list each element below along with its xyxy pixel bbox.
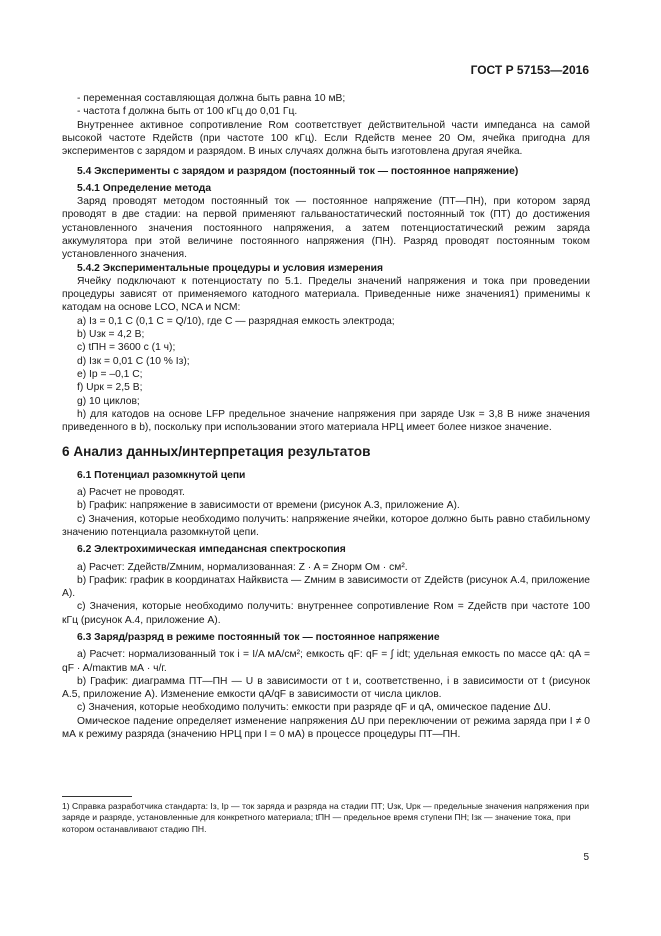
item-6-2-b: b) График: график в координатах Найквиста — Zмним в зависимости от Zдейств (рисунок А.4, приложение А). bbox=[62, 574, 590, 600]
paragraph-resistance: Внутреннее активное сопротивление Rом соответствует действительной части импеданса на самой высокой частоте Rдейств (при частоте 100 кГц). Если Rдейств менее 20 Ом, ячейка пригодна для экспериментов с зарядом и разрядом. В иных случаях должна быть изготовлена другая ячейка. bbox=[62, 119, 590, 158]
heading-6-1: 6.1 Потенциал разомкнутой цепи bbox=[77, 469, 246, 481]
list-item-d: d) Iзк = 0,01 C (10 % Iз); bbox=[77, 355, 190, 367]
item-6-2-a: a) Расчет: Zдейств/Zмним, нормализованная: Z · A = Zнорм Ом · см². bbox=[77, 561, 408, 573]
line-frequency: - частота f должна быть от 100 кГц до 0,01 Гц. bbox=[77, 106, 298, 118]
list-item-g: g) 10 циклов; bbox=[77, 395, 140, 407]
item-6-1-c: c) Значения, которые необходимо получить: напряжение ячейки, которое должно быть равно стабильному значению потенциала разомкнутой цепи. bbox=[62, 513, 590, 538]
paragraph-ohmic-drop: Омическое падение определяет изменение напряжения ΔU при переключении от режима заряда при I ≠ 0 мА к режиму разряда (значению НРЦ при I = 0 мА) в процессе процедуры ПТ—ПН. bbox=[62, 715, 590, 741]
line-voltage: - переменная составляющая должна быть равна 10 мВ; bbox=[77, 93, 346, 104]
heading-5-4-1: 5.4.1 Определение метода bbox=[77, 182, 212, 194]
page-number: 5 bbox=[583, 852, 589, 863]
footnote: 1) Справка разработчика стандарта: Iз, Iр — ток заряда и разряда на стадии ПТ; Uзк, Uрк — предельные значения напряжения при заряде и разряде, установленные для конкретного материала; tПН — предельное время ступени ПН; Iзк — значение тока, при котором останавливают стадию ПН. bbox=[62, 801, 590, 834]
list-item-b: b) Uзк = 4,2 В; bbox=[77, 329, 145, 341]
paragraph-procedure: Ячейку подключают к потенциостату по 5.1. Пределы значений напряжения и тока при проведении процедуры зависят от применяемого катодного материала. Приведенные ниже значения1) применимы к катодам на основе LCO, NCA и NCM: bbox=[62, 275, 590, 314]
list-item-c: c) tПН = 3600 с (1 ч); bbox=[77, 342, 176, 354]
document-header: ГОСТ Р 57153—2016 bbox=[470, 63, 589, 77]
footnote-divider bbox=[62, 796, 132, 797]
item-6-2-c: c) Значения, которые необходимо получить: внутреннее сопротивление Rом = Zдейств при частоте 100 кГц (рисунок А.4, приложение А). bbox=[62, 601, 590, 626]
item-6-3-b: b) График: диаграмма ПТ—ПН — U в зависимости от t и, соответственно, i в зависимости от t (рисунок А.5, приложение А). Изменение емкости qA/qF в зависимости от числа циклов. bbox=[62, 675, 590, 701]
paragraph-method: Заряд проводят методом постоянный ток — постоянное напряжение (ПТ—ПН), при котором заряд проводят в две стадии: на первой применяют гальваностатический постоянный ток (ПТ) до достижения установленного значения постоянного напряжения, а затем потенциостатический режим заряда аккумулятора при этой величине постоянного напряжения (ПН). Разряд проводят постоянным током установленного значения. bbox=[62, 196, 590, 261]
heading-6-2: 6.2 Электрохимическая импедансная спектроскопия bbox=[77, 544, 346, 556]
heading-6: 6 Анализ данных/интерпретация результатов bbox=[62, 444, 371, 460]
heading-5-4-2: 5.4.2 Экспериментальные процедуры и условия измерения bbox=[77, 262, 383, 274]
item-6-3-c: c) Значения, которые необходимо получить: емкости при разряде qF и qA, омическое падение ΔU. bbox=[77, 702, 551, 714]
item-6-1-b: b) График: напряжение в зависимости от времени (рисунок А.3, приложение А). bbox=[77, 500, 460, 512]
list-item-f: f) Uрк = 2,5 В; bbox=[77, 382, 143, 394]
list-item-a: a) Iз = 0,1 C (0,1 C = Q/10), где C — разрядная емкость электрода; bbox=[77, 315, 395, 327]
list-item-e: e) Iр = –0,1 C; bbox=[77, 368, 143, 380]
page-body bbox=[62, 92, 590, 741]
item-6-3-a: a) Расчет: нормализованный ток i = I/A мА/см²; емкость qF: qF = ∫ idt; удельная емкость по массе qA: qA = qF · A/mактив мА · ч/г. bbox=[62, 649, 590, 674]
item-6-1-a: a) Расчет не проводят. bbox=[77, 487, 185, 499]
list-item-h: h) для катодов на основе LFP предельное значение напряжения при заряде Uзк = 3,8 В ниже значения приведенного в b), поскольку при использовании этого материала НРЦ имеет более низкое значение. bbox=[62, 408, 590, 434]
heading-5-4: 5.4 Эксперименты с зарядом и разрядом (постоянный ток — постоянное напряжение) bbox=[77, 166, 519, 178]
heading-6-3: 6.3 Заряд/разряд в режиме постоянный ток — постоянное напряжение bbox=[77, 631, 440, 643]
